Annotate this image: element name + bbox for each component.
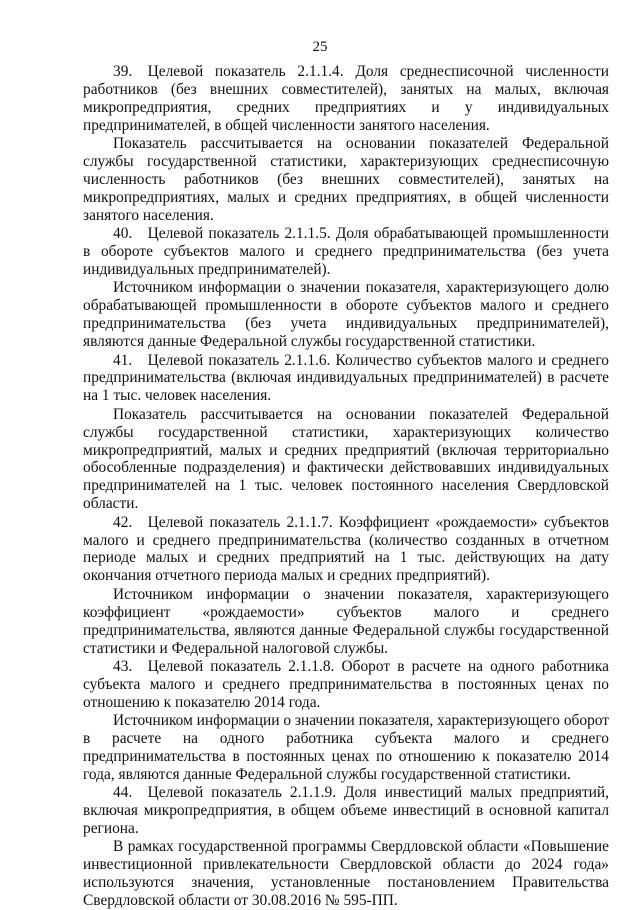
paragraph-indicator-39: 39. Целевой показатель 2.1.1.4. Доля среднесписочной численности работников (без внешних совместителей), занятых на малых, включая микропредприятия, средних предприятиях и у индивидуальных предпринимателей, в общей численности занятого населения. [83, 63, 609, 134]
paragraph-indicator-44: 44. Целевой показатель 2.1.1.9. Доля инвестиций малых предприятий, включая микропредприятия, в общем объеме инвестиций в основной капитал региона. [83, 784, 609, 838]
paragraph-method-39: Показатель рассчитывается на основании показателей Федеральной службы государственной статистики, характеризующих среднесписочную численность работников (без внешних совместителей), занятых на микропредприятиях, малых и средних предприятиях, в общей численности занятого населения. [83, 135, 609, 224]
paragraph-source-42: Источником информации о значении показателя, характеризующего коэффициент «рождаемости» субъектов малого и среднего предпринимательства, являются данные Федеральной службы государственной статистики и Федеральной налоговой службы. [83, 585, 609, 657]
page-number: 25 [312, 39, 328, 55]
paragraph-indicator-42: 42. Целевой показатель 2.1.1.7. Коэффициент «рождаемости» субъектов малого и среднего предпринимательства (количество созданных в отчетном периоде малых и средних предприятий на 1 тыс. действующих на дату окончания отчетного периода малых и средних предприятий). [83, 513, 609, 585]
paragraph-program-note: В рамках государственной программы Свердловской области «Повышение инвестиционной привлекательности Свердловской области до 2024 года» используются значения, установленные постановлением Правительства Свердловской области от 30.08.2016 № 595-ПП. [83, 838, 609, 910]
paragraph-method-41: Показатель рассчитывается на основании показателей Федеральной службы государственной статистики, характеризующих количество микропредприятий, малых и средних предприятий (включая территориально обособленные подразделения) и фактически действовавших индивидуальных предпринимателей на 1 тыс. человек постоянного населения Свердловской области. [83, 405, 609, 513]
paragraph-indicator-43: 43. Целевой показатель 2.1.1.8. Оборот в расчете на одного работника субъекта малого и среднего предпринимательства в постоянных ценах по отношению к показателю 2014 года. [83, 657, 609, 711]
paragraph-source-43: Источником информации о значении показателя, характеризующего оборот в расчете на одного работника субъекта малого и среднего предпринимательства в постоянных ценах по отношению к показателю 2014 года, являются данные Федеральной службы государственной статистики. [83, 712, 609, 783]
document-body [83, 63, 609, 910]
paragraph-indicator-41: 41. Целевой показатель 2.1.1.6. Количество субъектов малого и среднего предпринимательства (включая индивидуальных предпринимателей) в расчете на 1 тыс. человек населения. [83, 351, 609, 405]
paragraph-source-40: Источником информации о значении показателя, характеризующего долю обрабатывающей промышленности в обороте субъектов малого и среднего предпринимательства (без учета индивидуальных предпринимателей), являются данные Федеральной службы государственной статистики. [83, 279, 609, 351]
paragraph-indicator-40: 40. Целевой показатель 2.1.1.5. Доля обрабатывающей промышленности в обороте субъектов малого и среднего предпринимательства (без учета индивидуальных предпринимателей). [83, 225, 609, 278]
